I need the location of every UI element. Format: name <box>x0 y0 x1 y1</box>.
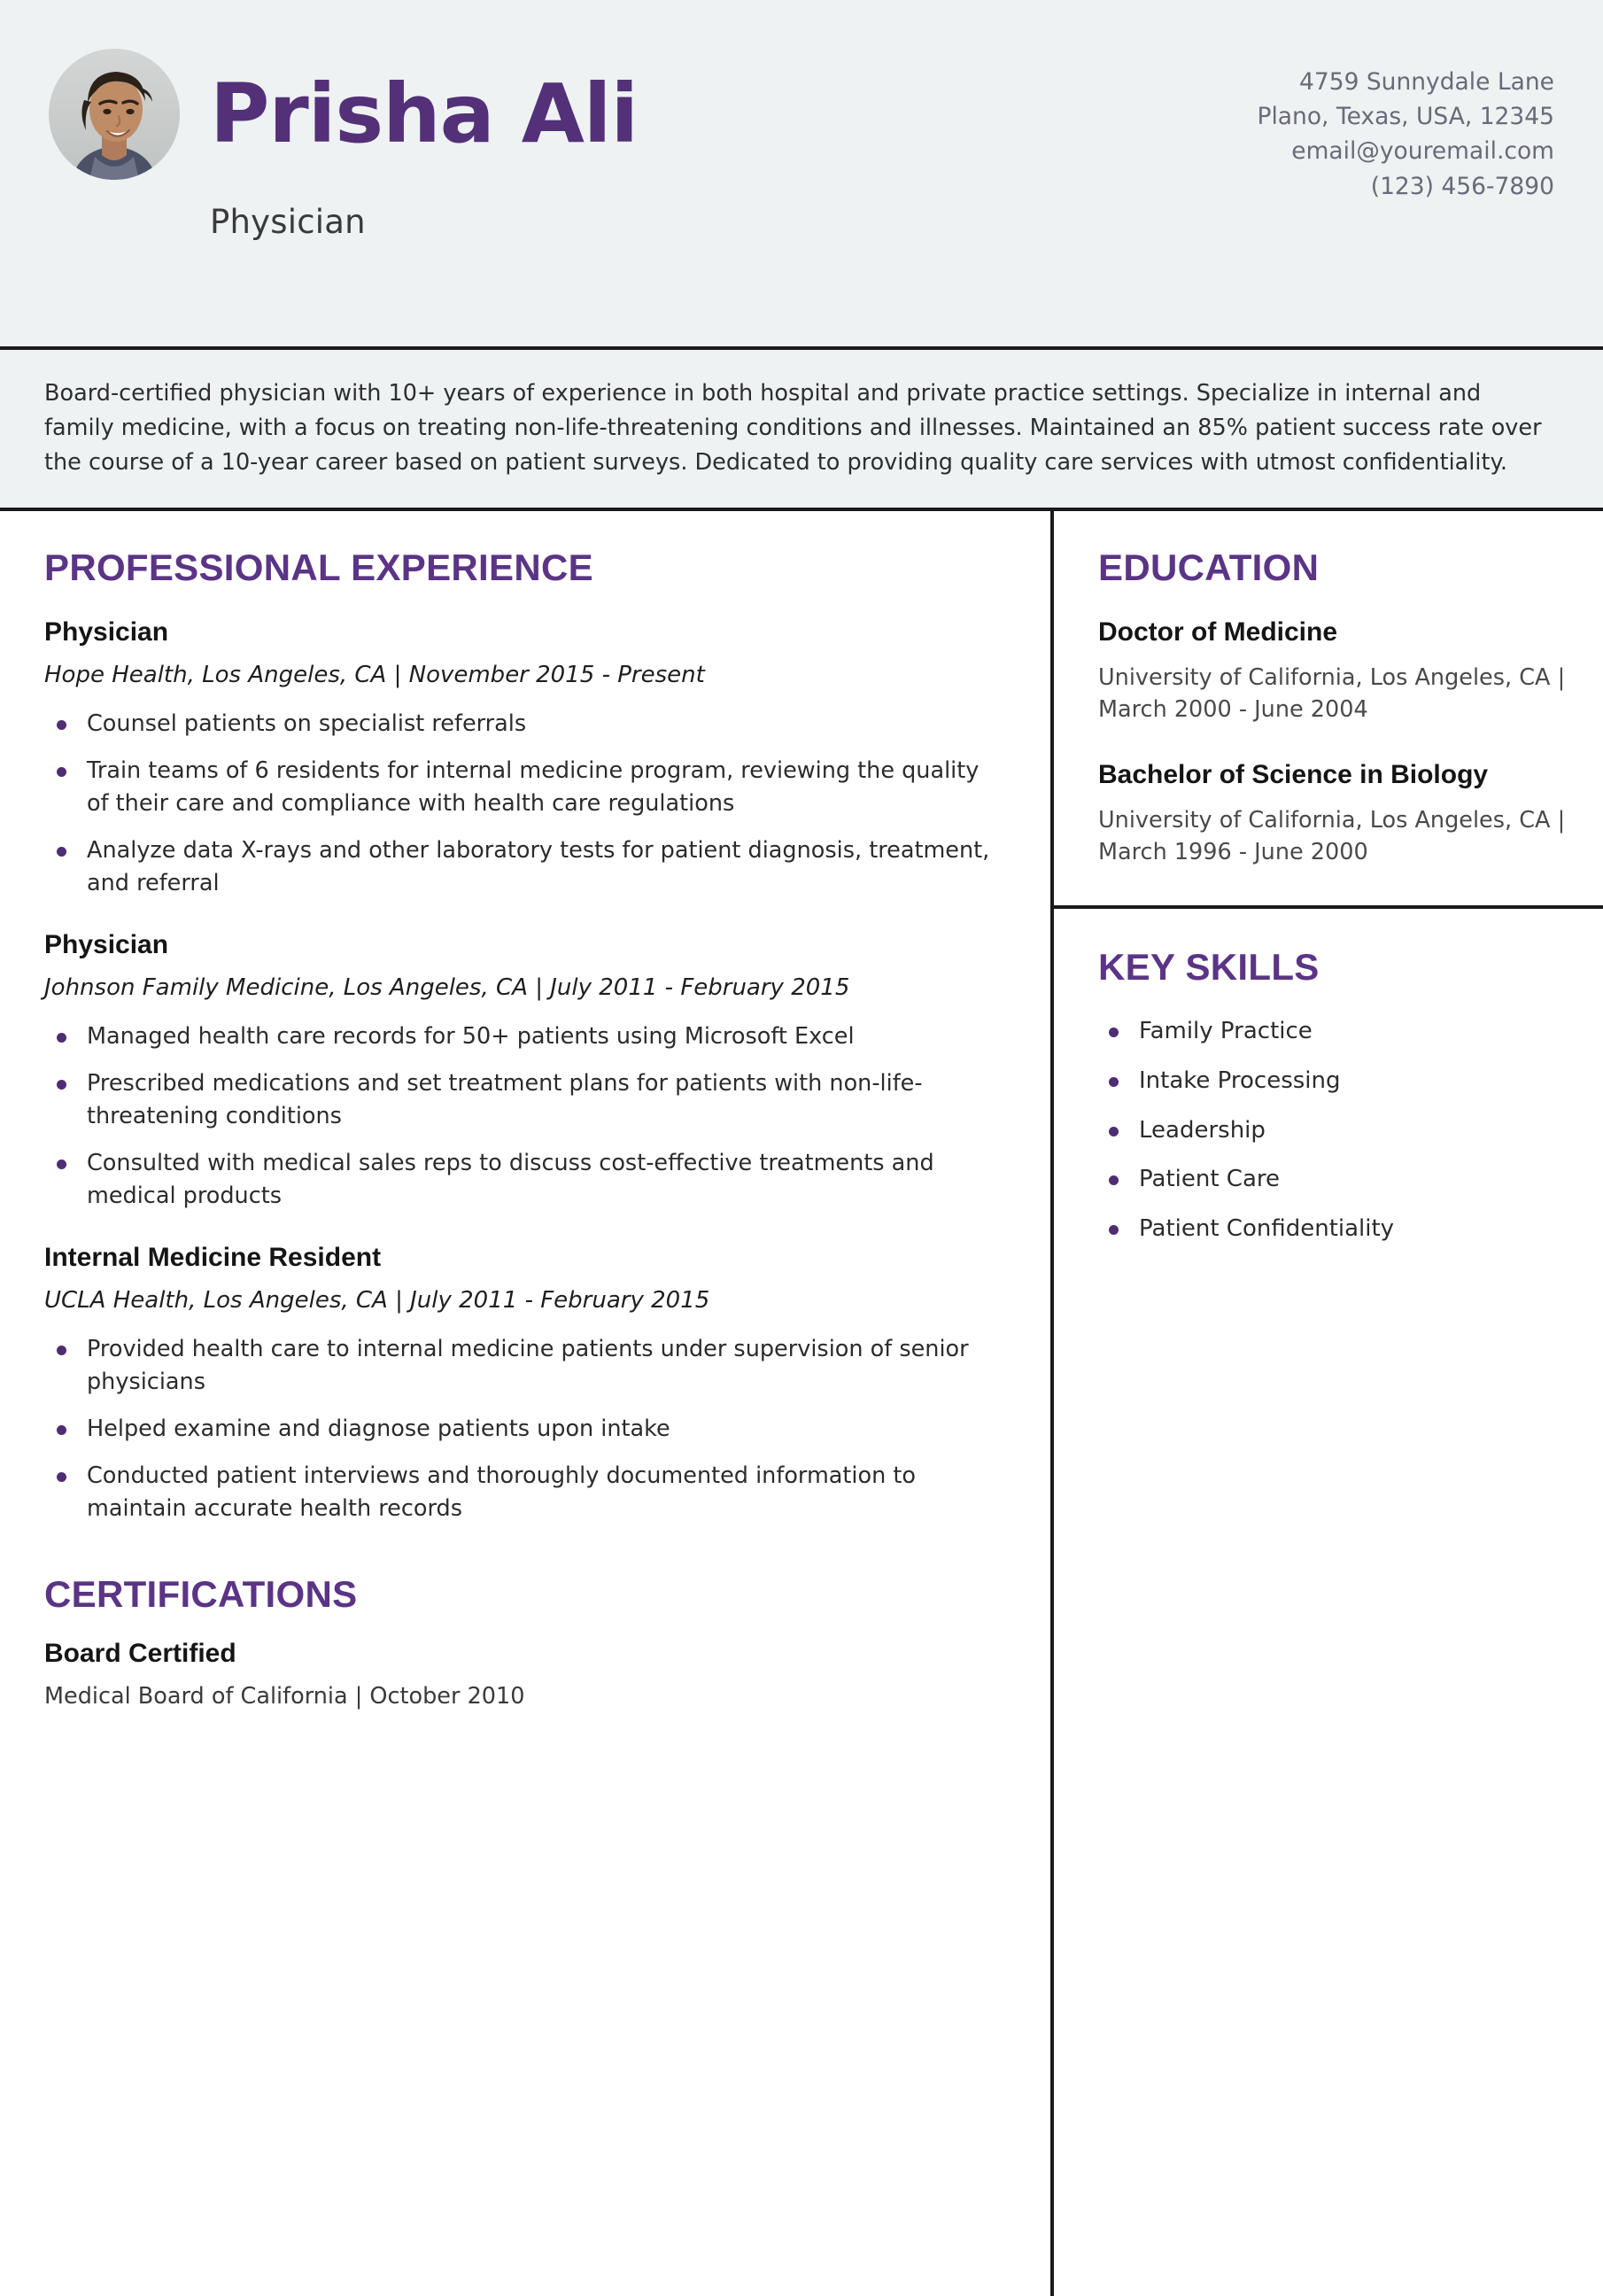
education-entry <box>1098 760 1568 868</box>
education-school-dates: University of California, Los Angeles, CA | March 1996 - June 2000 <box>1098 806 1566 865</box>
list-item: Intake Processing <box>1098 1067 1568 1097</box>
list-item: Patient Confidentiality <box>1098 1214 1568 1245</box>
experience-job-title: Internal Medicine Resident <box>44 1242 382 1272</box>
resume-header <box>0 0 1603 350</box>
experience-bullet-list <box>44 1020 997 1213</box>
identity-block <box>49 49 638 241</box>
skills-list <box>1098 1017 1568 1245</box>
list-item: Patient Care <box>1098 1165 1568 1195</box>
right-column <box>1054 511 1603 2296</box>
contact-email[interactable]: email@youremail.com <box>1291 137 1554 166</box>
section-title-key-skills: KEY SKILLS <box>1098 946 1320 989</box>
experience-job-title: Physician <box>44 930 169 960</box>
education-degree: Bachelor of Science in Biology <box>1098 759 1489 789</box>
job-title: Physician <box>210 203 366 241</box>
avatar <box>49 49 180 180</box>
section-title-education: EDUCATION <box>1098 547 1320 589</box>
experience-bullet-list <box>44 1333 997 1525</box>
contact-address-line1: 4759 Sunnydale Lane <box>1298 68 1554 96</box>
list-item: Managed health care records for 50+ patients using Microsoft Excel <box>44 1020 997 1053</box>
experience-job-title: Physician <box>44 617 169 648</box>
section-title-experience: PROFESSIONAL EXPERIENCE <box>44 547 593 589</box>
list-item: Consulted with medical sales reps to discuss cost-effective treatments and medical products <box>44 1147 997 1213</box>
list-item: Prescribed medications and set treatment plans for patients with non-life-threatening conditions <box>44 1067 997 1133</box>
list-item: Leadership <box>1098 1116 1568 1146</box>
experience-company-dates: UCLA Health, Los Angeles, CA | July 2011 - February 2015 <box>44 1286 710 1314</box>
resume-body <box>0 511 1603 2296</box>
education-entry <box>1098 617 1568 725</box>
experience-entry <box>44 930 997 1213</box>
certification-issuer-date: Medical Board of California | October 2010 <box>44 1682 525 1710</box>
list-item: Train teams of 6 residents for internal medicine program, reviewing the quality of their care and compliance with health care regulations <box>44 755 997 820</box>
list-item: Analyze data X-rays and other laboratory tests for patient diagnosis, treatment, and referral <box>44 834 997 900</box>
certification-name: Board Certified <box>44 1638 236 1668</box>
list-item: Family Practice <box>1098 1017 1568 1047</box>
list-item: Provided health care to internal medicine patients under supervision of senior physicians <box>44 1333 997 1399</box>
list-item: Helped examine and diagnose patients upon intake <box>44 1413 997 1446</box>
list-item: Conducted patient interviews and thoroughly documented information to maintain accurate health records <box>44 1460 997 1525</box>
section-title-certifications: CERTIFICATIONS <box>44 1572 358 1615</box>
education-school-dates: University of California, Los Angeles, CA | March 2000 - June 2004 <box>1098 664 1566 724</box>
education-degree: Doctor of Medicine <box>1098 617 1338 648</box>
experience-entry <box>44 1243 997 1525</box>
professional-summary: Board-certified physician with 10+ years of experience in both hospital and private practice settings. Specialize in internal and family medicine, with a focus on treating non-life-threatening conditions and illnesses. Maintained an 85% patient success rate over the course of a 10-year career based on patient surveys. Dedicated to providing quality care services with utmost confidentiality. <box>0 350 1603 511</box>
experience-entry <box>44 617 997 900</box>
section-divider <box>1054 905 1603 909</box>
left-column <box>0 511 1054 2296</box>
experience-company-dates: Johnson Family Medicine, Los Angeles, CA | July 2011 - February 2015 <box>44 974 850 1002</box>
certification-entry <box>44 1639 997 1710</box>
contact-phone[interactable]: (123) 456-7890 <box>1370 172 1554 200</box>
list-item: Counsel patients on specialist referrals <box>44 708 997 741</box>
experience-company-dates: Hope Health, Los Angeles, CA | November 2015 - Present <box>44 662 705 689</box>
experience-bullet-list <box>44 708 997 900</box>
contact-address-line2: Plano, Texas, USA, 12345 <box>1257 103 1554 131</box>
contact-info <box>1257 49 1554 204</box>
page-title: Prisha Ali <box>210 66 638 162</box>
